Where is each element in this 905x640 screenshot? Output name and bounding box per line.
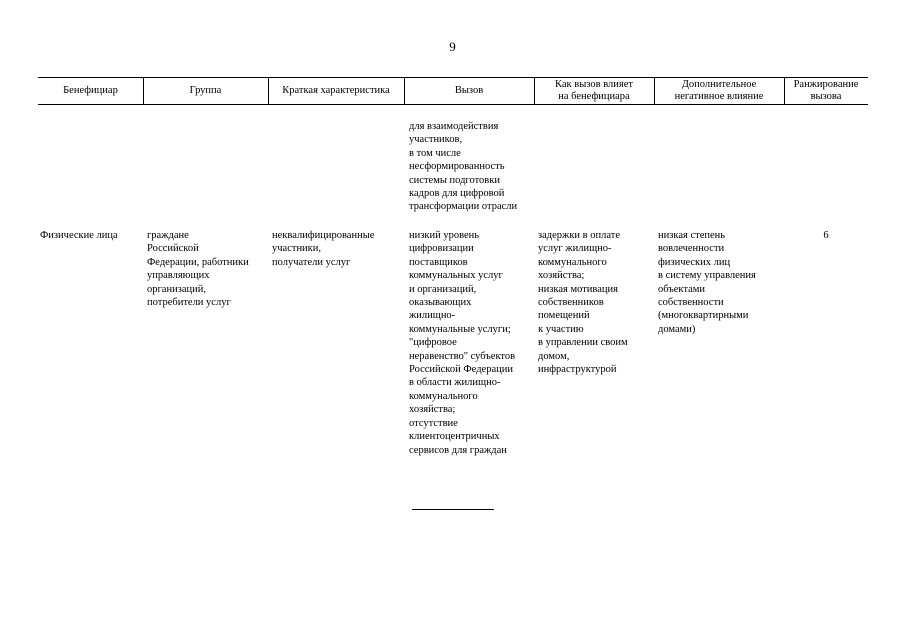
header-challenge: Вызов (454, 84, 484, 96)
header-characteristic: Краткая характеристика (282, 84, 390, 96)
footnote-separator (412, 509, 494, 510)
cell-rank: 6 (823, 230, 829, 241)
table-header-bottom-border (38, 104, 868, 105)
cell-additional-impact: низкая степень вовлеченности физических лиц в систему управления объектами собственности (многоквартирными домами) (658, 230, 756, 335)
header-impact: Как вызов влияет на бенефициара (555, 78, 633, 102)
cell-group: граждане Российской Федерации, работники управляющих организаций, потребители услуг (147, 230, 249, 309)
header-group: Группа (189, 84, 222, 96)
cell-challenge: низкий уровень цифровизации поставщиков коммунальных услуг и организаций, оказывающих жилищно- коммунальные услуги; "цифровое неравенство" субъектов Российской Федерации в области жилищно- коммунального хозяйства; отсутствие клиентоцентричных сервисов для граждан (409, 230, 516, 456)
cell-characteristic: неквалифицированные участники, получатели услуг (272, 230, 375, 268)
header-beneficiary: Бенефициар (63, 84, 118, 96)
page-number: 9 (449, 39, 456, 54)
header-rank: Ранжирование вызова (793, 78, 859, 102)
cell-impact: задержки в оплате услуг жилищно- коммунального хозяйства; низкая мотивация собственников помещений к участию в управлении своим домом, инфраструктурой (538, 230, 628, 376)
header-additional-impact: Дополнительное негативное влияние (674, 78, 764, 102)
cell-beneficiary: Физические лица (40, 230, 118, 241)
continued-challenge-text: для взаимодействия участников, в том числе несформированность системы подготовки кадров для цифровой трансформации отрасли (409, 121, 518, 213)
